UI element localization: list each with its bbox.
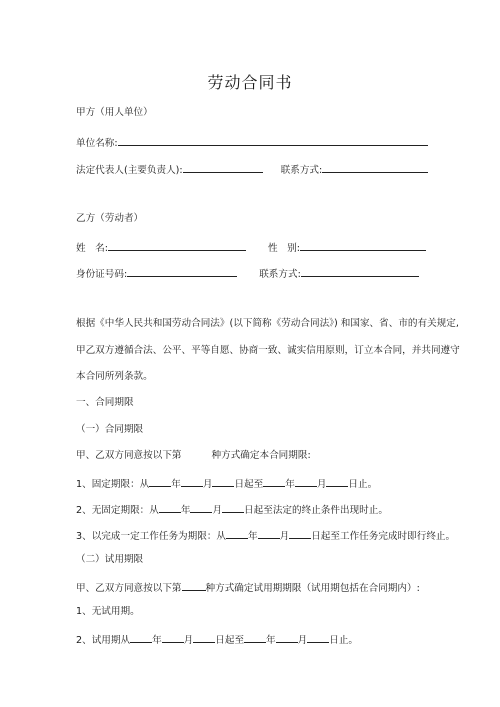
legal-rep-row bbox=[76, 161, 428, 178]
term-choice-text-b: 种方式确定本合同期限: bbox=[211, 450, 311, 461]
subsection-2-heading: （二）试用期限 bbox=[76, 554, 144, 565]
opt1-day-unit: 日起至 bbox=[234, 479, 264, 490]
party-a-heading: 甲方（用人单位） bbox=[76, 107, 153, 118]
opt3-tail: 日起至工作任务完成时即行终止。 bbox=[311, 531, 456, 542]
trial-choice-field[interactable] bbox=[182, 579, 206, 591]
trial2-end-year[interactable] bbox=[244, 631, 266, 643]
trial-option-2 bbox=[76, 631, 358, 648]
trial2-year-unit: 年 bbox=[152, 635, 162, 646]
opt1-end-year-unit: 年 bbox=[285, 479, 295, 490]
trial2-label: 2、试用期从 bbox=[76, 635, 131, 646]
term-option-3 bbox=[76, 527, 455, 544]
trial2-end-day-unit: 日止。 bbox=[329, 635, 359, 646]
term-choice-row bbox=[76, 449, 311, 463]
id-field[interactable] bbox=[127, 265, 237, 277]
opt2-tail: 日起至法定的终止条件出现时止。 bbox=[244, 505, 388, 516]
party-a-contact-label: 联系方式: bbox=[280, 165, 323, 176]
unit-name-label: 单位名称: bbox=[76, 138, 118, 149]
intro-line-3: 本合同所列条款。 bbox=[76, 371, 153, 382]
id-label: 身份证号码: bbox=[76, 269, 128, 280]
trial2-day-unit: 日起至 bbox=[215, 635, 245, 646]
opt1-end-year[interactable] bbox=[263, 475, 285, 487]
trial2-start-year[interactable] bbox=[130, 631, 152, 643]
opt1-label: 1、固定期限：从 bbox=[76, 479, 150, 490]
trial-option-1: 1、无试用期。 bbox=[76, 606, 140, 617]
party-a-contact-field[interactable] bbox=[322, 161, 428, 173]
opt1-start-month[interactable] bbox=[181, 475, 203, 487]
trial2-month-unit: 月 bbox=[183, 635, 194, 646]
party-b-contact-field[interactable] bbox=[301, 265, 419, 277]
opt2-start-month[interactable] bbox=[190, 501, 212, 513]
opt3-start-month[interactable] bbox=[258, 527, 280, 539]
trial2-end-year-unit: 年 bbox=[266, 635, 276, 646]
section-1-heading: 一、合同期限 bbox=[76, 397, 134, 408]
legal-rep-field[interactable] bbox=[183, 161, 263, 173]
name-label: 姓 名: bbox=[76, 243, 109, 254]
opt2-month-unit: 月 bbox=[212, 505, 223, 516]
trial-choice-text-b: 种方式确定试用期期限（试用期包括在合同期内）: bbox=[205, 583, 420, 594]
gender-field[interactable] bbox=[300, 239, 426, 251]
trial2-end-month-unit: 月 bbox=[297, 635, 308, 646]
unit-name-field[interactable] bbox=[118, 134, 428, 146]
name-gender-row bbox=[76, 239, 426, 256]
opt2-year-unit: 年 bbox=[180, 505, 191, 516]
term-choice-text-a: 甲、乙双方同意按以下第 bbox=[76, 450, 182, 461]
party-b-contact-label: 联系方式: bbox=[259, 269, 301, 280]
trial2-start-month[interactable] bbox=[162, 631, 184, 643]
opt2-start-day[interactable] bbox=[222, 501, 244, 513]
trial2-end-month[interactable] bbox=[276, 631, 298, 643]
trial2-start-day[interactable] bbox=[193, 631, 215, 643]
opt1-start-day[interactable] bbox=[212, 475, 234, 487]
opt1-month-unit: 月 bbox=[202, 479, 213, 490]
trial-choice-text-a: 甲、乙双方同意按以下第 bbox=[76, 583, 182, 594]
trial2-end-day[interactable] bbox=[307, 631, 329, 643]
opt1-end-day-unit: 日止。 bbox=[348, 479, 378, 490]
opt2-start-year[interactable] bbox=[159, 501, 181, 513]
opt3-label: 3、以完成一定工作任务为期限：从 bbox=[76, 531, 227, 542]
intro-line-1: 根据《中华人民共和国劳动合同法》(以下简称《劳动合同法》) 和国家、省、市的有关规定, bbox=[76, 318, 459, 329]
opt3-start-year[interactable] bbox=[226, 527, 248, 539]
document-title: 劳动合同书 bbox=[207, 73, 293, 92]
opt1-end-day[interactable] bbox=[326, 475, 348, 487]
opt1-year-unit: 年 bbox=[171, 479, 181, 490]
subsection-1-heading: （一）合同期限 bbox=[76, 424, 144, 435]
opt3-year-unit: 年 bbox=[248, 531, 258, 542]
term-option-2 bbox=[76, 501, 388, 518]
party-b-heading: 乙方（劳动者） bbox=[76, 213, 144, 224]
opt1-end-month[interactable] bbox=[295, 475, 317, 487]
opt2-label: 2、无固定期限：从 bbox=[76, 505, 159, 516]
id-contact-row bbox=[76, 265, 419, 282]
unit-name-row bbox=[76, 134, 428, 151]
gender-label: 性 别: bbox=[268, 243, 301, 254]
opt3-start-day[interactable] bbox=[289, 527, 311, 539]
opt1-start-year[interactable] bbox=[149, 475, 171, 487]
name-field[interactable] bbox=[108, 239, 246, 251]
legal-rep-label: 法定代表人(主要负责人): bbox=[76, 165, 183, 176]
trial-choice-row bbox=[76, 579, 420, 596]
opt1-end-month-unit: 月 bbox=[316, 479, 327, 490]
intro-line-2: 甲乙双方遵循合法、公平、平等自愿、协商一致、诚实信用原则，订立本合同，并共同遵守 bbox=[76, 345, 460, 356]
opt3-month-unit: 月 bbox=[279, 531, 290, 542]
term-option-1 bbox=[76, 475, 377, 492]
